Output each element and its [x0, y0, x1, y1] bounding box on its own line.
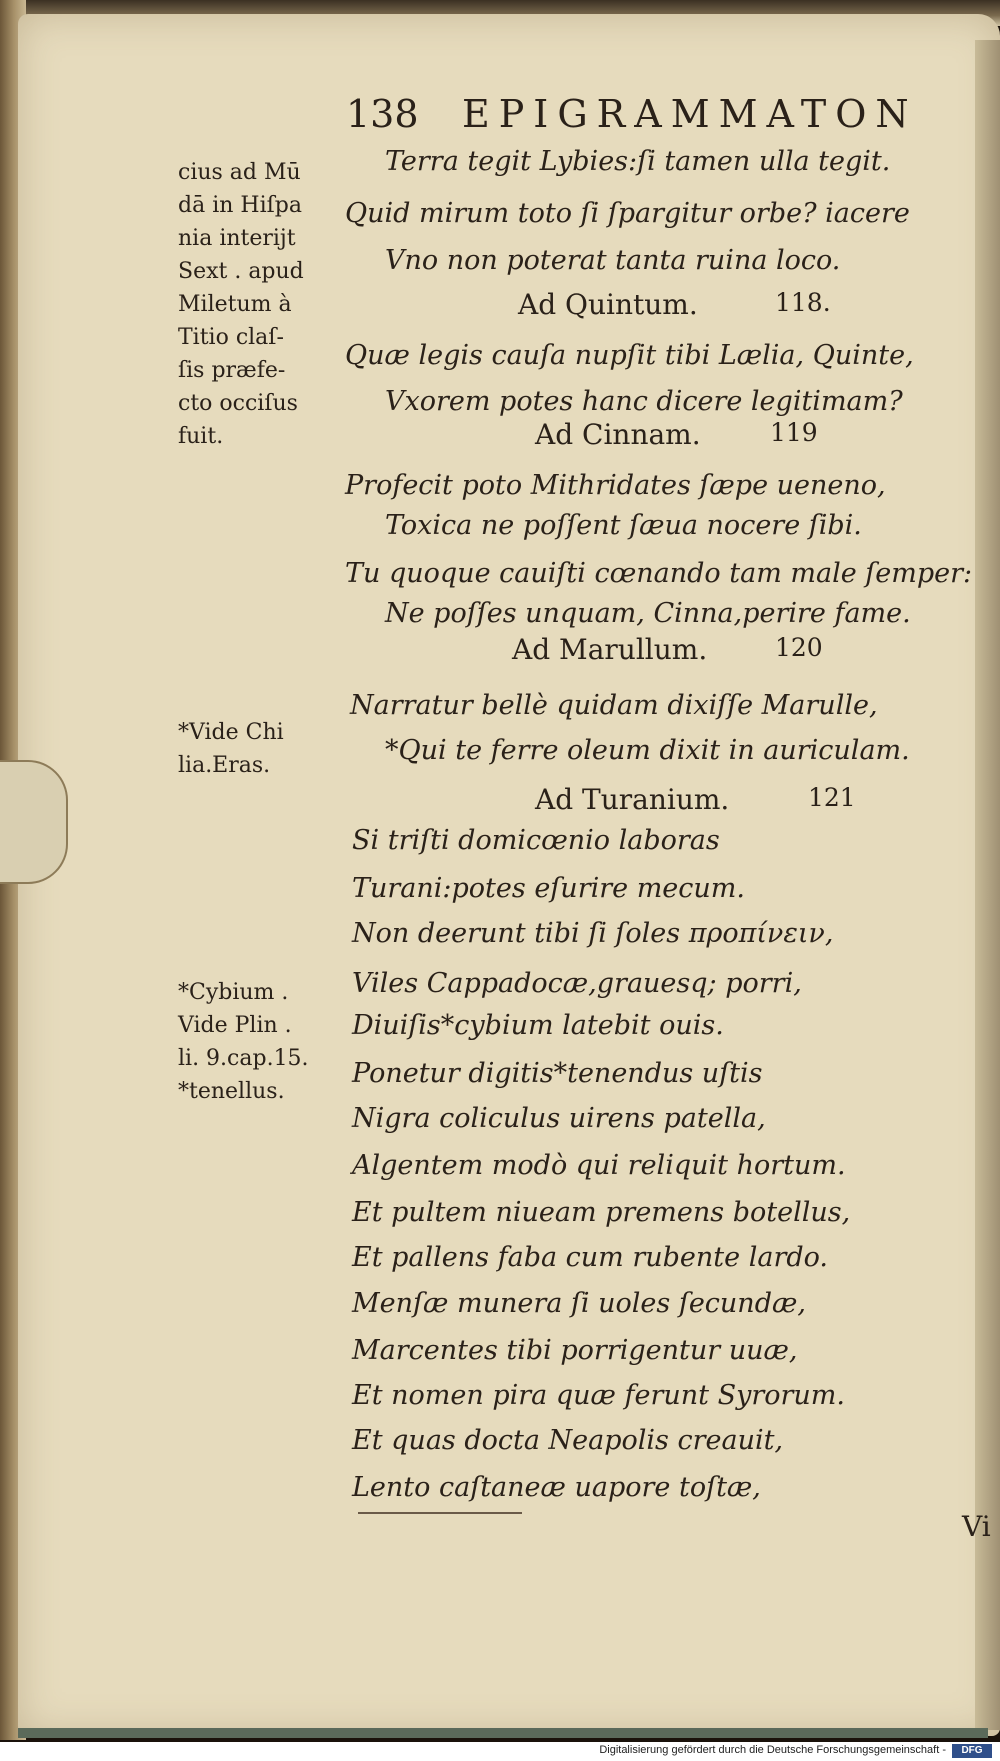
marginal-note-line: fuit.: [178, 424, 224, 449]
verse-line: Quæ legis cauſa nupſit tibi Lælia, Quinte,: [345, 340, 914, 371]
dfg-logo-icon: DFG: [952, 1744, 992, 1758]
verse-line: Si triſti domicœnio laboras: [352, 825, 720, 856]
marginal-note-line: *Vide Chi: [178, 720, 284, 745]
page-fore-edge: [975, 40, 1000, 1730]
verse-line: *Qui te ferre oleum dixit in auriculam.: [385, 735, 910, 766]
verse-line: Menſæ munera ſi uoles ſecundæ,: [352, 1288, 806, 1319]
epigram-title: Ad Marullum.: [512, 633, 708, 666]
verse-line: Profecit poto Mithridates ſæpe ueneno,: [345, 470, 886, 501]
marginal-note-line: *tenellus.: [178, 1079, 285, 1104]
epigram-title: Ad Cinnam.: [535, 418, 701, 451]
marginal-note-line: Miletum à: [178, 292, 292, 317]
verse-line: Toxica ne poſſent ſæua nocere ſibi.: [385, 510, 862, 541]
verse-line: Viles Cappadocæ,grauesq; porri,: [352, 968, 802, 999]
verse-line: Et pultem niueam premens botellus,: [352, 1197, 851, 1228]
verse-line: Nigra coliculus uirens patella,: [352, 1103, 766, 1134]
verse-line: Tu quoque cauiſti cœnando tam male ſemper:: [345, 558, 973, 589]
verse-line: Et pallens faba cum rubente lardo.: [352, 1242, 828, 1273]
epigram-number: 119: [770, 418, 818, 447]
verse-line: Algentem modò qui reliquit hortum.: [352, 1150, 846, 1181]
epigram-title: Ad Quintum.: [518, 288, 698, 321]
verse-line: Diuiſis*cybium latebit ouis.: [352, 1010, 724, 1041]
marginal-note-line: Titio claſ-: [178, 325, 284, 350]
marginal-note-line: ſis præfe-: [178, 358, 286, 383]
bookmark-tab: [0, 760, 68, 884]
marginal-note-line: Sext . apud: [178, 259, 304, 284]
verse-line: Quid mirum toto ſi ſpargitur orbe? iacere: [345, 198, 910, 229]
footer-credit: Digitalisierung gefördert durch die Deutsche Forschungsgemeinschaft -: [599, 1744, 946, 1756]
epigram-number: 121: [808, 783, 856, 812]
verse-line: Turani:potes eſurire mecum.: [352, 873, 745, 904]
verse-line: Et nomen pira quæ ferunt Syrorum.: [352, 1380, 845, 1411]
verse-line: Ne poſſes unquam, Cinna,perire fame.: [385, 598, 911, 629]
marginal-note-line: lia.Eras.: [178, 753, 271, 778]
marginal-note-line: Vide Plin .: [178, 1013, 292, 1038]
verse-line: Narratur bellè quidam dixiſſe Marulle,: [350, 690, 878, 721]
catchword: Vi: [962, 1510, 991, 1543]
marginal-note-line: li. 9.cap.15.: [178, 1046, 309, 1071]
verse-line: Terra tegit Lybies:ſi tamen ulla tegit.: [385, 146, 891, 177]
verse-line: Vno non poterat tanta ruina loco.: [385, 245, 841, 276]
page-bottom-edge: [18, 1728, 988, 1738]
verse-line: Et quas docta Neapolis creauit,: [352, 1425, 784, 1456]
ink-underline: [358, 1512, 522, 1514]
marginal-note-line: cto occiſus: [178, 391, 298, 416]
marginal-note-line: dā in Hiſpa: [178, 193, 302, 218]
epigram-title: Ad Turanium.: [535, 783, 730, 816]
marginal-note-line: nia interijt: [178, 226, 296, 251]
epigram-number: 118.: [775, 288, 831, 317]
marginal-note-line: cius ad Mū: [178, 160, 301, 185]
verse-line: Lento caſtaneæ uapore toſtæ,: [352, 1472, 761, 1503]
page-number: 138: [346, 92, 419, 136]
verse-line: Marcentes tibi porrigentur uuæ,: [352, 1335, 798, 1366]
epigram-number: 120: [775, 633, 823, 662]
marginal-note-line: *Cybium .: [178, 980, 289, 1005]
verse-line: Non deerunt tibi ſi ſoles προπίνειν,: [352, 918, 834, 949]
verse-line: Vxorem potes hanc dicere legitimam?: [385, 386, 903, 417]
verse-line: Ponetur digitis*tenendus uſtis: [352, 1058, 763, 1089]
running-title: EPIGRAMMATON: [462, 92, 918, 136]
